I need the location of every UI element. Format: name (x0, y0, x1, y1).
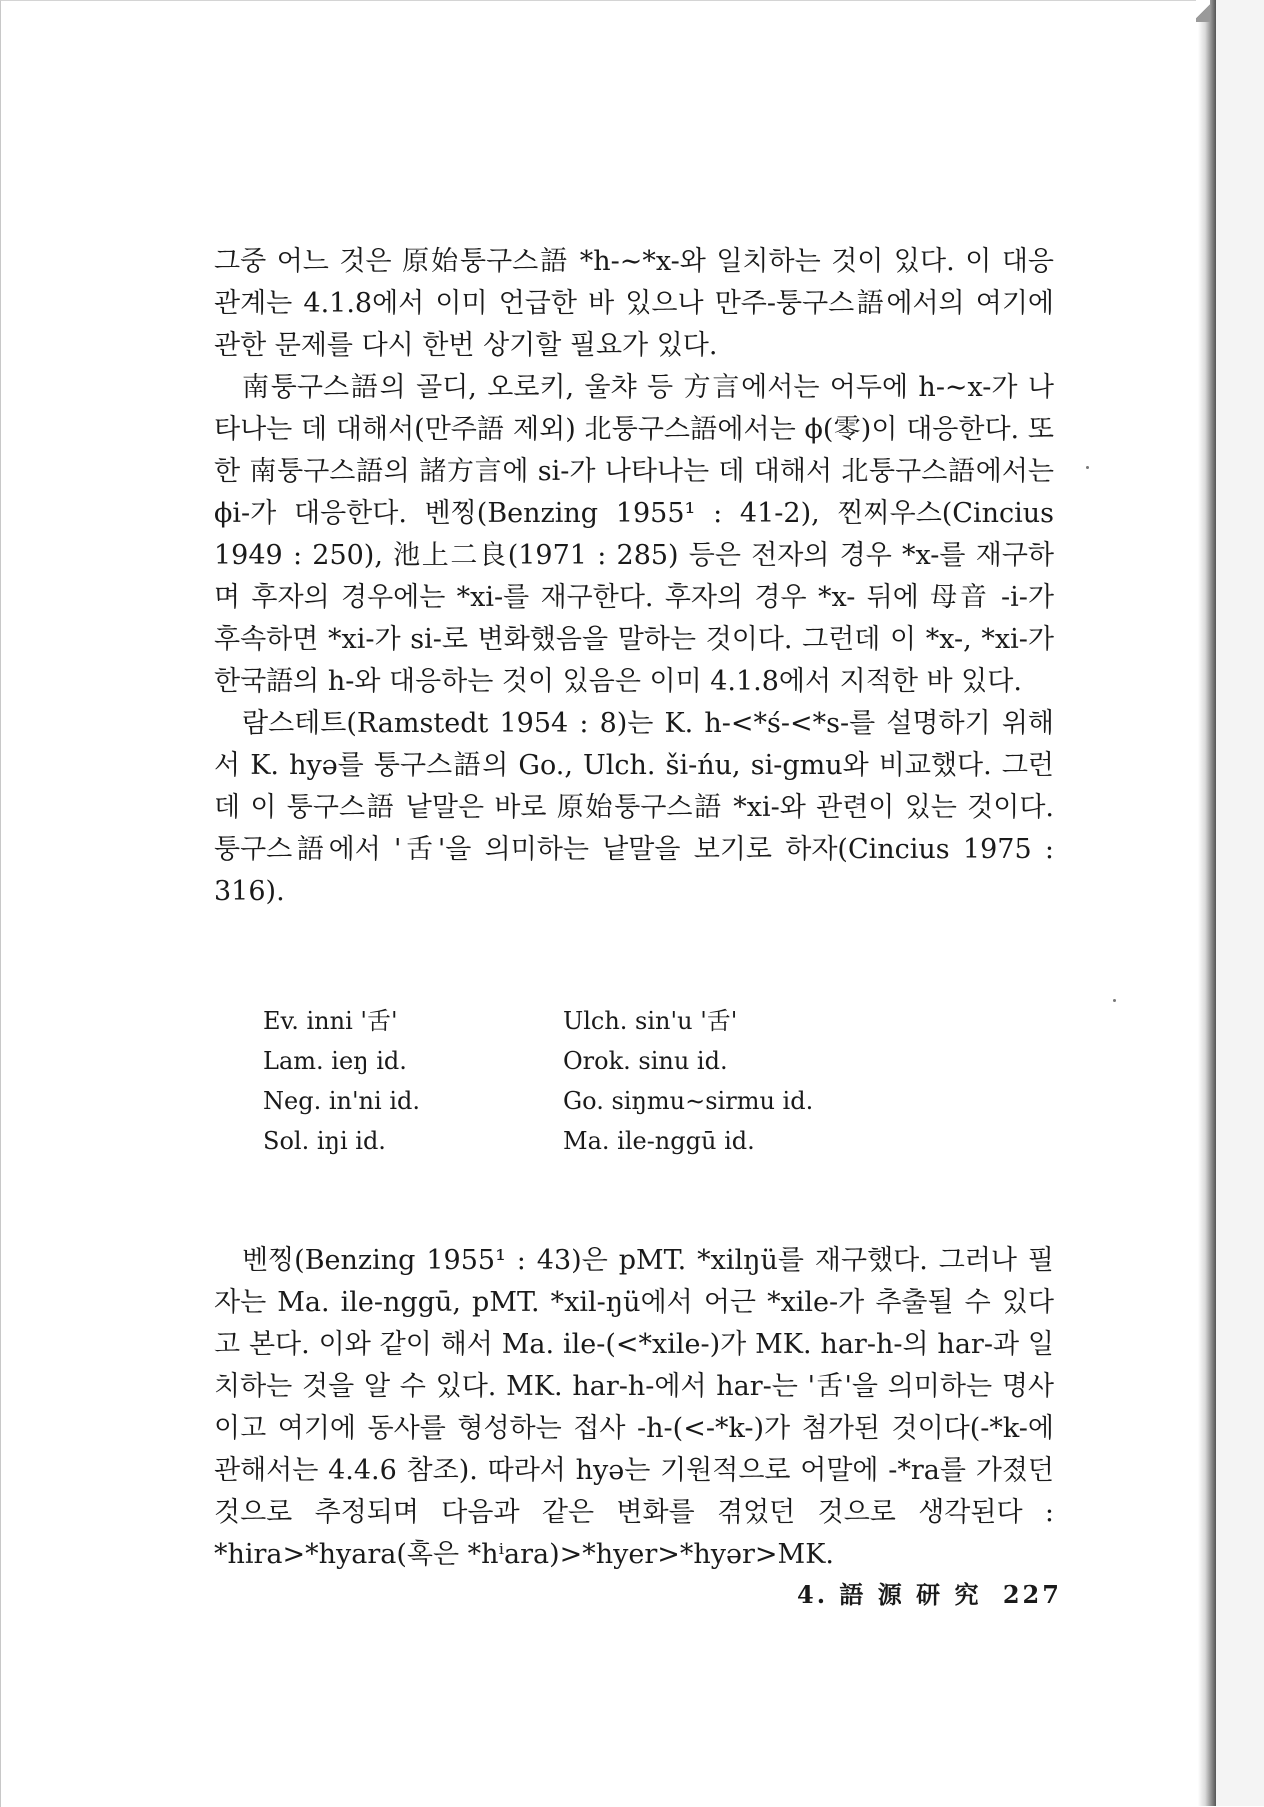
example-left: Ev. inni '舌' (263, 1007, 398, 1035)
example-right: Orok. sinu id. (563, 1047, 728, 1075)
paragraph-2: 南퉁구스語의 골디, 오로키, 울챠 등 方言에서는 어두에 h-∼x-가 나타나는 데 대해서(만주語 제외) 北퉁구스語에서는 ϕ(零)이 대응한다. 또한 南퉁구스語의 諸方言에 si-가 나타나는 데 대해서 北퉁구스語에서는 ϕi-가 대응한다. 벤찡(Benzing 1955¹ : 41-2), 찐찌우스(Cincius 1949 : 250), 池上二良(1971 : 285) 등은 전자의 경우 *x-를 재구하며 후자의 경우에는 *xi-를 재구한다. 후자의 경우 *x- 뒤에 母音 -i-가 후속하면 *xi-가 si-로 변화했음을 말하는 것이다. 그런데 이 *x-, *xi-가 한국語의 h-와 대응하는 것이 있음은 이미 4.1.8에서 지적한 바 있다. (214, 372, 1054, 697)
paragraph-4: 벤찡(Benzing 1955¹ : 43)은 pMT. *xilŋü를 재구했다. 그러나 필자는 Ma. ile-nggū, pMT. *xil-ŋü에서 어근 *xile-가 추출될 수 있다고 본다. 이와 같이 해서 Ma. ile-(<*xile-)가 MK. har-h-의 har-과 일치하는 것을 알 수 있다. MK. har-h-에서 har-는 '舌'을 의미하는 명사이고 여기에 동사를 형성하는 접사 -h-(<-*k-)가 첨가된 것이다(-*k-에 관해서는 4.4.6 참조). 따라서 hyə는 기원적으로 어말에 -*ra를 가졌던 것으로 추정되며 다음과 같은 변화를 겪었던 것으로 생각된다 : *hira>*hyara(혹은 *hⁱara)>*hyer>*hyər>MK. (214, 1245, 1054, 1570)
page-edge-shadow (1198, 0, 1216, 1806)
scan-speck (1086, 466, 1089, 469)
example-left: Neg. in'ni id. (263, 1087, 420, 1115)
example-row (263, 1081, 903, 1121)
example-table (263, 1001, 903, 1161)
example-right: Ma. ile-nggū id. (563, 1127, 755, 1155)
page-corner (1196, 0, 1210, 22)
example-row (263, 1041, 903, 1081)
background-margin (1216, 0, 1264, 1806)
section-title: 4. 語 源 研 究 (797, 1580, 982, 1609)
example-left: Sol. iŋi id. (263, 1127, 386, 1155)
paragraph-1: 그중 어느 것은 原始퉁구스語 *h-∼*x-와 일치하는 것이 있다. 이 대응관계는 4.1.8에서 이미 언급한 바 있으나 만주-퉁구스語에서의 여기에 관한 문제를 다시 한번 상기할 필요가 있다. (214, 246, 1054, 361)
example-row (263, 1001, 903, 1041)
paragraph-3: 람스테트(Ramstedt 1954 : 8)는 K. h-<*ś-<*s-를 설명하기 위해서 K. hyə를 퉁구스語의 Go., Ulch. ši-ńu, si-gmu와 비교했다. 그런데 이 퉁구스語 낱말은 바로 原始퉁구스語 *xi-와 관련이 있는 것이다. 퉁구스語에서 '舌'을 의미하는 낱말을 보기로 하자(Cincius 1975 : 316). (214, 708, 1054, 907)
page-footer (797, 1575, 1062, 1610)
example-row (263, 1121, 903, 1161)
body-text (214, 241, 1054, 913)
example-right: Ulch. sin'u '舌' (563, 1007, 738, 1035)
scan-speck (1113, 999, 1116, 1002)
example-left: Lam. ieŋ id. (263, 1047, 407, 1075)
page-number: 227 (1002, 1580, 1062, 1609)
example-right: Go. siŋmu∼sirmu id. (563, 1087, 814, 1115)
